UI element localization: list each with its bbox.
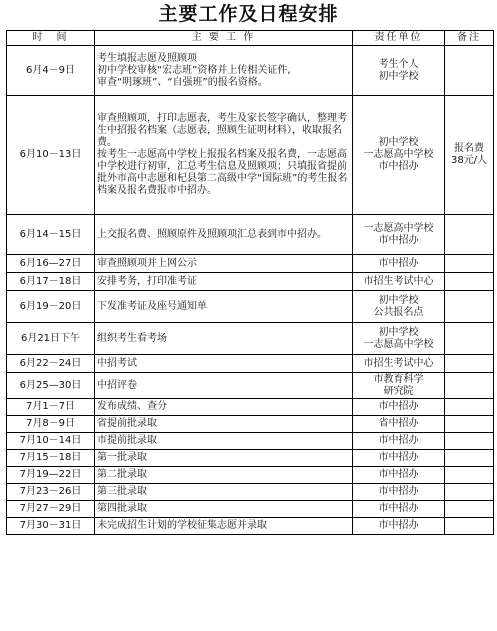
- table-row: [7, 399, 494, 416]
- cell-unit: [353, 255, 445, 273]
- cell-task: [95, 416, 353, 433]
- cell-task: [95, 96, 353, 215]
- task-line: 审查“明琢班”、“自强班”的报名资格。: [97, 76, 268, 88]
- task-line: 安排考务，打印准考证: [97, 275, 197, 287]
- task-line: 市提前批录取: [97, 435, 157, 446]
- table-row: [7, 273, 494, 291]
- cell-date: 6月10－13日: [7, 96, 95, 215]
- cell-task: [95, 501, 353, 518]
- task-line: 中招评卷: [97, 379, 137, 391]
- cell-note: [445, 501, 494, 518]
- cell-unit: [353, 291, 445, 323]
- cell-note: [445, 518, 494, 535]
- unit-line: 考生个人: [378, 58, 419, 70]
- task-line: 第三批录取: [97, 486, 147, 497]
- unit-line: 市中招办: [378, 503, 419, 514]
- cell-note: [445, 46, 494, 96]
- unit-line: 初中学校: [378, 70, 419, 82]
- unit-line: 研究院: [383, 385, 414, 397]
- cell-date: 7月15－18日: [7, 450, 95, 467]
- cell-task: [95, 355, 353, 373]
- table-row: [7, 96, 494, 215]
- cell-note: [445, 373, 494, 399]
- cell-date: 6月21日下午: [7, 323, 95, 355]
- cell-task: [95, 291, 353, 323]
- cell-date: 6月4－9日: [7, 46, 95, 96]
- cell-task: [95, 46, 353, 96]
- unit-line: 市招生考试中心: [363, 275, 434, 287]
- task-line: 按考生一志愿高中学校上报报名档案及报名费，一志愿高中学校进行初审，汇总考生信息及照顾项；只填报省提前批外市高中志愿和杞县第二高级中学“国际班”的考生报名档案及报名费报市中招办。: [97, 149, 348, 196]
- cell-task: [95, 273, 353, 291]
- cell-task: [95, 399, 353, 416]
- cell-task: [95, 215, 353, 255]
- table-row: [7, 215, 494, 255]
- cell-unit: [353, 484, 445, 501]
- cell-date: 6月19－20日: [7, 291, 95, 323]
- cell-unit: [353, 46, 445, 96]
- cell-date: 7月10－14日: [7, 433, 95, 450]
- cell-unit: [353, 215, 445, 255]
- cell-task: [95, 450, 353, 467]
- task-line: 发布成绩、查分: [97, 401, 167, 412]
- table-row: [7, 255, 494, 273]
- cell-unit: [353, 450, 445, 467]
- table-row: [7, 416, 494, 433]
- cell-date: 6月25—30日: [7, 373, 95, 399]
- cell-unit: [353, 518, 445, 535]
- unit-line: 一志愿高中学校: [363, 338, 434, 350]
- cell-task: [95, 323, 353, 355]
- page-title: 主要工作及日程安排: [158, 3, 339, 25]
- table-row: [7, 291, 494, 323]
- cell-date: 7月1－7日: [7, 399, 95, 416]
- unit-line: 市中招办: [378, 257, 419, 269]
- task-line: 上交报名费、照顾原件及照顾项汇总表到市中招办。: [97, 228, 327, 240]
- cell-task: [95, 433, 353, 450]
- unit-line: 市中招办: [378, 520, 419, 531]
- task-line: 审查照顾项，打印志愿表，考生及家长签字确认，整理考生中招报名档案（志愿表，照顾生证明材料），收取报名费。: [97, 113, 347, 148]
- cell-task: [95, 467, 353, 484]
- cell-unit: [353, 273, 445, 291]
- cell-task: [95, 255, 353, 273]
- table-row: [7, 373, 494, 399]
- task-line: 第二批录取: [97, 469, 147, 480]
- cell-note: [445, 96, 494, 215]
- schedule-table: [6, 30, 494, 535]
- cell-unit: [353, 399, 445, 416]
- cell-task: [95, 373, 353, 399]
- cell-task: [95, 518, 353, 535]
- cell-date: 7月30－31日: [7, 518, 95, 535]
- cell-note: [445, 399, 494, 416]
- cell-date: 7月19—22日: [7, 467, 95, 484]
- cell-unit: [353, 433, 445, 450]
- unit-line: 市中招办: [378, 161, 419, 172]
- task-line: 第四批录取: [97, 503, 147, 514]
- unit-line: 初中学校: [378, 137, 419, 148]
- cell-unit: [353, 355, 445, 373]
- cell-note: [445, 484, 494, 501]
- cell-note: [445, 355, 494, 373]
- unit-line: 市中招办: [378, 452, 419, 463]
- unit-line: 市招生考试中心: [363, 357, 434, 369]
- cell-date: 7月27－29日: [7, 501, 95, 518]
- cell-note: [445, 467, 494, 484]
- unit-line: 市中招办: [378, 469, 419, 480]
- unit-line: 市中招办: [378, 486, 419, 497]
- task-line: 审查照顾项并上网公示: [97, 257, 197, 269]
- unit-line: 初中学校: [378, 294, 419, 306]
- header-time: 时 间: [7, 31, 95, 46]
- table-row: [7, 323, 494, 355]
- cell-unit: [353, 501, 445, 518]
- task-line: 组织考生看考场: [97, 332, 167, 344]
- cell-unit: [353, 373, 445, 399]
- cell-note: [445, 291, 494, 323]
- cell-note: [445, 433, 494, 450]
- cell-note: [445, 450, 494, 467]
- table-row: [7, 355, 494, 373]
- unit-line: 市中招办: [378, 401, 419, 412]
- table-row: [7, 467, 494, 484]
- cell-unit: [353, 416, 445, 433]
- cell-note: [445, 416, 494, 433]
- task-line: 第一批录取: [97, 452, 147, 463]
- unit-line: 省中招办: [378, 418, 419, 429]
- cell-note: [445, 215, 494, 255]
- table-row: [7, 518, 494, 535]
- unit-line: 公共报名点: [373, 306, 424, 318]
- cell-note: [445, 273, 494, 291]
- task-line: 中招考试: [97, 357, 137, 369]
- table-header-row: [7, 31, 494, 46]
- task-line: 省提前批录取: [97, 418, 157, 429]
- header-note: 备注: [445, 31, 494, 46]
- task-line: 下发准考证及座号通知单: [97, 300, 207, 312]
- table-row: [7, 484, 494, 501]
- cell-task: [95, 484, 353, 501]
- cell-note: [445, 255, 494, 273]
- cell-date: 7月8－9日: [7, 416, 95, 433]
- cell-date: 6月17－18日: [7, 273, 95, 291]
- cell-date: 6月16—27日: [7, 255, 95, 273]
- task-line: 未完成招生计划的学校征集志愿并录取: [97, 520, 267, 531]
- task-line: 考生填报志愿及照顾项: [97, 52, 197, 64]
- header-task: 主 要 工 作: [95, 31, 353, 46]
- cell-date: 7月23－26日: [7, 484, 95, 501]
- cell-date: 6月14－15日: [7, 215, 95, 255]
- table-row: [7, 450, 494, 467]
- table-row: [7, 46, 494, 96]
- unit-line: 一志愿高中学校: [363, 222, 434, 234]
- unit-line: 初中学校: [378, 326, 419, 338]
- cell-note: [445, 323, 494, 355]
- unit-line: 市中招办: [378, 234, 419, 246]
- table-row: [7, 433, 494, 450]
- header-unit: 责任单位: [353, 31, 445, 46]
- table-row: [7, 501, 494, 518]
- cell-unit: [353, 96, 445, 215]
- cell-date: 6月22－24日: [7, 355, 95, 373]
- unit-line: 一志愿高中学校: [363, 149, 434, 160]
- task-line: 初中学校审核“宏志班”资格并上传相关证件,: [97, 64, 291, 76]
- note-line: 38元/人: [450, 155, 488, 166]
- cell-unit: [353, 467, 445, 484]
- note-line: 报名费: [454, 143, 484, 154]
- unit-line: 市教育科学: [373, 373, 424, 385]
- table-body: [7, 46, 494, 535]
- cell-unit: [353, 323, 445, 355]
- unit-line: 市中招办: [378, 435, 419, 446]
